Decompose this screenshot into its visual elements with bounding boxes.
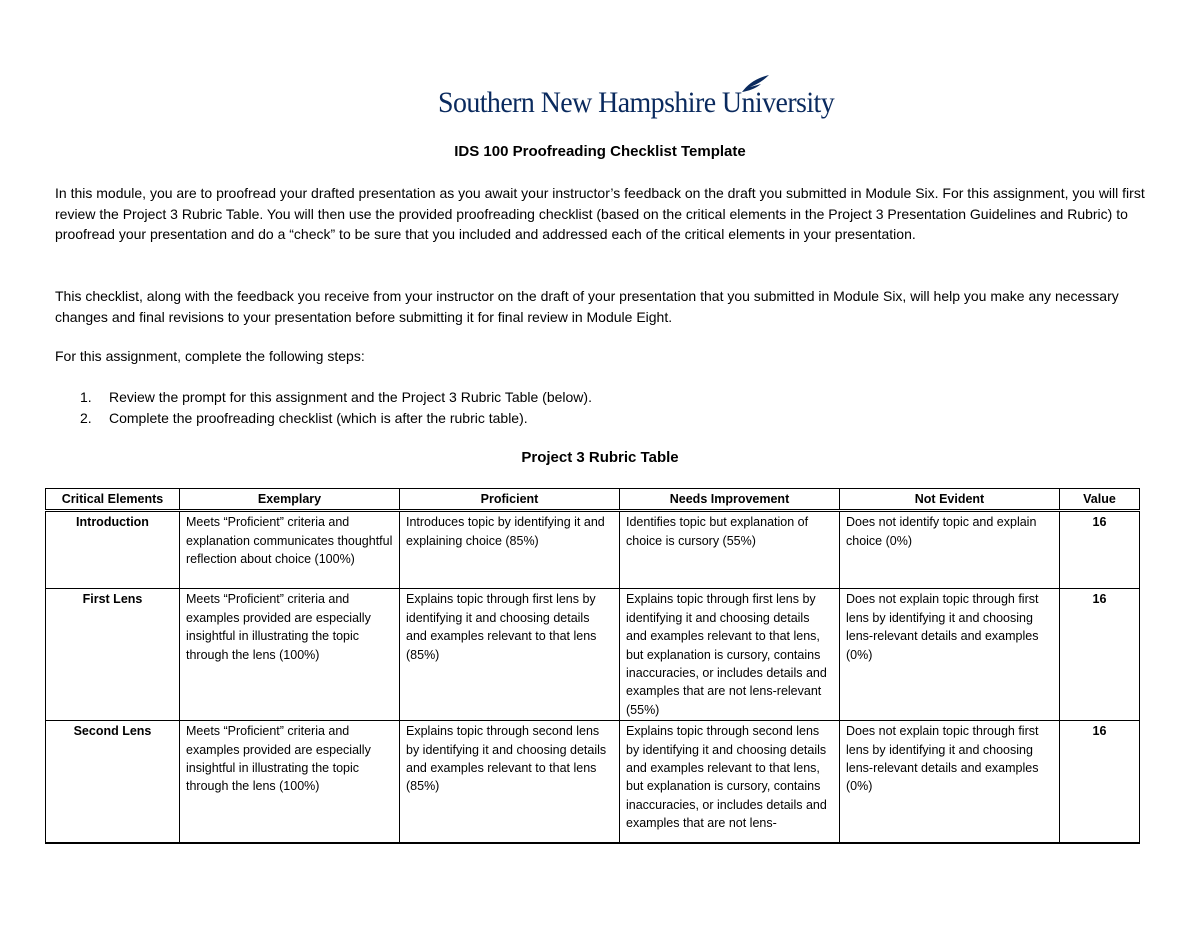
document-title: IDS 100 Proofreading Checklist Template [454, 143, 746, 160]
steps-list [55, 387, 1155, 428]
step-number: 2. [80, 409, 92, 426]
not-evident-cell: Does not explain topic through first lens by identifying it and choosing lens-relevant details and examples (0%) [840, 721, 1060, 844]
university-logo [438, 74, 835, 124]
table-row [46, 721, 1140, 844]
needs-improvement-cell: Explains topic through second lens by identifying it and choosing details and examples relevant to that lens, but explanation is cursory, contains inaccuracies, or includes details and examples that are not lens- [620, 721, 840, 844]
proficient-cell: Explains topic through first lens by identifying it and choosing details and examples relevant to that lens (85%) [400, 589, 620, 721]
step-text: Complete the proofreading checklist (which is after the rubric table). [109, 409, 528, 426]
steps-intro-paragraph: For this assignment, complete the following steps: [55, 348, 365, 364]
needs-improvement-cell: Explains topic through first lens by identifying it and choosing details and examples relevant to that lens, but explanation is cursory, contains inaccuracies, or includes details and examples that are not lens-relevant (55%) [620, 589, 840, 721]
critical-element-cell: Second Lens [46, 721, 180, 844]
proficient-cell: Explains topic through second lens by identifying it and choosing details and examples relevant to that lens (85%) [400, 721, 620, 844]
step-number: 1. [80, 389, 92, 405]
table-row [46, 511, 1140, 589]
step-text: Review the prompt for this assignment and the Project 3 Rubric Table (below). [109, 389, 592, 405]
value-cell: 16 [1060, 721, 1140, 844]
not-evident-cell: Does not explain topic through first lens by identifying it and choosing lens-relevant details and examples (0%) [840, 589, 1060, 721]
column-header: Exemplary [180, 489, 400, 511]
feather-icon [740, 74, 770, 94]
table-header-row [46, 489, 1140, 511]
critical-element-cell: Introduction [46, 511, 180, 589]
exemplary-cell: Meets “Proficient” criteria and explanation communicates thoughtful reflection about choice (100%) [180, 511, 400, 589]
table-title: Project 3 Rubric Table [521, 449, 679, 466]
exemplary-cell: Meets “Proficient” criteria and examples provided are especially insightful in illustrating the topic through the lens (100%) [180, 721, 400, 844]
column-header: Critical Elements [46, 489, 180, 511]
list-item [55, 408, 1155, 429]
logo-text: Southern New Hampshire University [438, 86, 835, 119]
table-row [46, 589, 1140, 721]
checklist-paragraph: This checklist, along with the feedback you receive from your instructor on the draft of your presentation that you submitted in Module Six, will help you make any necessary changes and final revisions to your presentation before submitting it for final review in Module Eight. [55, 288, 1119, 325]
rubric-table [45, 488, 1140, 844]
not-evident-cell: Does not identify topic and explain choice (0%) [840, 511, 1060, 589]
column-header: Proficient [400, 489, 620, 511]
value-cell: 16 [1060, 511, 1140, 589]
list-item [55, 387, 1155, 408]
intro-paragraph: In this module, you are to proofread your drafted presentation as you await your instructor’s feedback on the draft you submitted in Module Six. For this assignment, you will first review the Project 3 Rubric Table. You will then use the provided proofreading checklist (based on the critical elements in the Project 3 Presentation Guidelines and Rubric) to proofread your presentation and do a “check” to be sure that you included and addressed each of the critical elements in your presentation. [55, 185, 1145, 242]
column-header: Needs Improvement [620, 489, 840, 511]
critical-element-cell: First Lens [46, 589, 180, 721]
exemplary-cell: Meets “Proficient” criteria and examples provided are especially insightful in illustrating the topic through the lens (100%) [180, 589, 400, 721]
value-cell: 16 [1060, 589, 1140, 721]
proficient-cell: Introduces topic by identifying it and explaining choice (85%) [400, 511, 620, 589]
column-header: Not Evident [840, 489, 1060, 511]
column-header: Value [1060, 489, 1140, 511]
needs-improvement-cell: Identifies topic but explanation of choice is cursory (55%) [620, 511, 840, 589]
